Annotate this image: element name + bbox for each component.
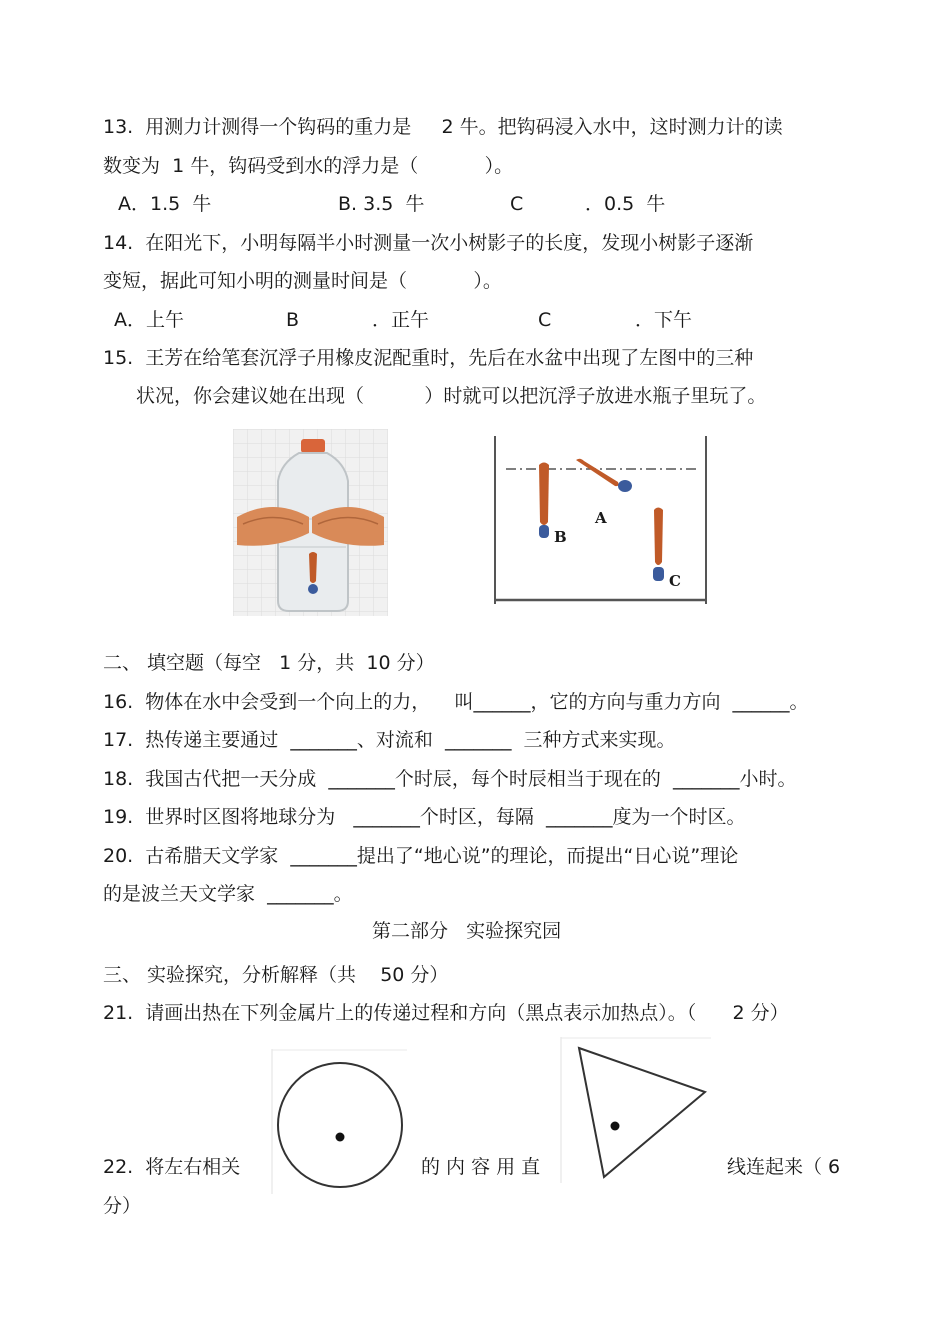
- q14-option-a: A．上午: [114, 309, 184, 331]
- section3-heading: 三、 实验探究，分析解释（共 50 分）: [103, 964, 449, 986]
- q20-line1: 20. 古希腊天文学家 _______提出了“地心说”的理论，而提出“日心说”理论: [103, 845, 739, 867]
- float-label-c: C: [669, 572, 681, 590]
- circle-plate-figure: [270, 1049, 407, 1194]
- q22-part3: 线连起来（ 6: [727, 1156, 841, 1178]
- q13-option-c-letter: C: [510, 193, 524, 215]
- q14-option-b-text: ．正午: [372, 309, 430, 331]
- q13-option-b: B. 3.5 牛: [338, 193, 425, 215]
- q22-part1: 22. 将左右相关: [103, 1156, 241, 1178]
- water-basin-figure: [492, 434, 710, 607]
- section2-heading: 二、 填空题（每空 1 分，共 10 分）: [103, 652, 435, 674]
- q19: 19. 世界时区图将地球分为 _______个时区，每隔 _______度为一个时区。: [103, 806, 746, 828]
- bottle-hands-figure: [233, 429, 388, 616]
- q13-option-c-text: ．0.5 牛: [585, 193, 666, 215]
- q22-part2: 的 内 容 用 直: [421, 1156, 541, 1178]
- q15-line2: 状况，你会建议她在出现（ ）时就可以把沉浮子放进水瓶子里玩了。: [136, 385, 767, 407]
- q14-option-b-letter: B: [286, 309, 300, 331]
- q16: 16. 物体在水中会受到一个向上的力， 叫______，它的方向与重力方向 ______。: [103, 691, 809, 713]
- q13-line1: 13. 用测力计测得一个钩码的重力是 2 牛。把钩码浸入水中，这时测力计的读: [103, 116, 783, 138]
- q18: 18. 我国古代把一天分成 _______个时辰，每个时辰相当于现在的 _______小时。: [103, 768, 797, 790]
- q22-line2: 分）: [103, 1195, 142, 1217]
- q20-line2: 的是波兰天文学家 _______。: [103, 883, 353, 905]
- q14-line1: 14. 在阳光下，小明每隔半小时测量一次小树影子的长度，发现小树影子逐渐: [103, 232, 754, 254]
- triangle-plate-figure: [560, 1037, 711, 1183]
- q14-option-c-text: ．下午: [635, 309, 693, 331]
- q14-line2: 变短，据此可知小明的测量时间是（ ）。: [103, 270, 502, 292]
- float-label-b: B: [554, 528, 567, 546]
- q17: 17. 热传递主要通过 _______、对流和 _______ 三种方式来实现。: [103, 729, 676, 751]
- float-label-a: A: [595, 509, 607, 527]
- q21: 21. 请画出热在下列金属片上的传递过程和方向（黑点表示加热点）。（ 2 分）: [103, 1002, 789, 1024]
- q13-option-a: A．1.5 牛: [118, 193, 212, 215]
- q13-line2: 数变为 1 牛，钩码受到水的浮力是（ ）。: [103, 155, 514, 177]
- part2-title: 第二部分 实验探究园: [372, 920, 562, 942]
- q14-option-c-letter: C: [538, 309, 552, 331]
- q15-line1: 15. 王芳在给笔套沉浮子用橡皮泥配重时，先后在水盆中出现了左图中的三种: [103, 347, 754, 369]
